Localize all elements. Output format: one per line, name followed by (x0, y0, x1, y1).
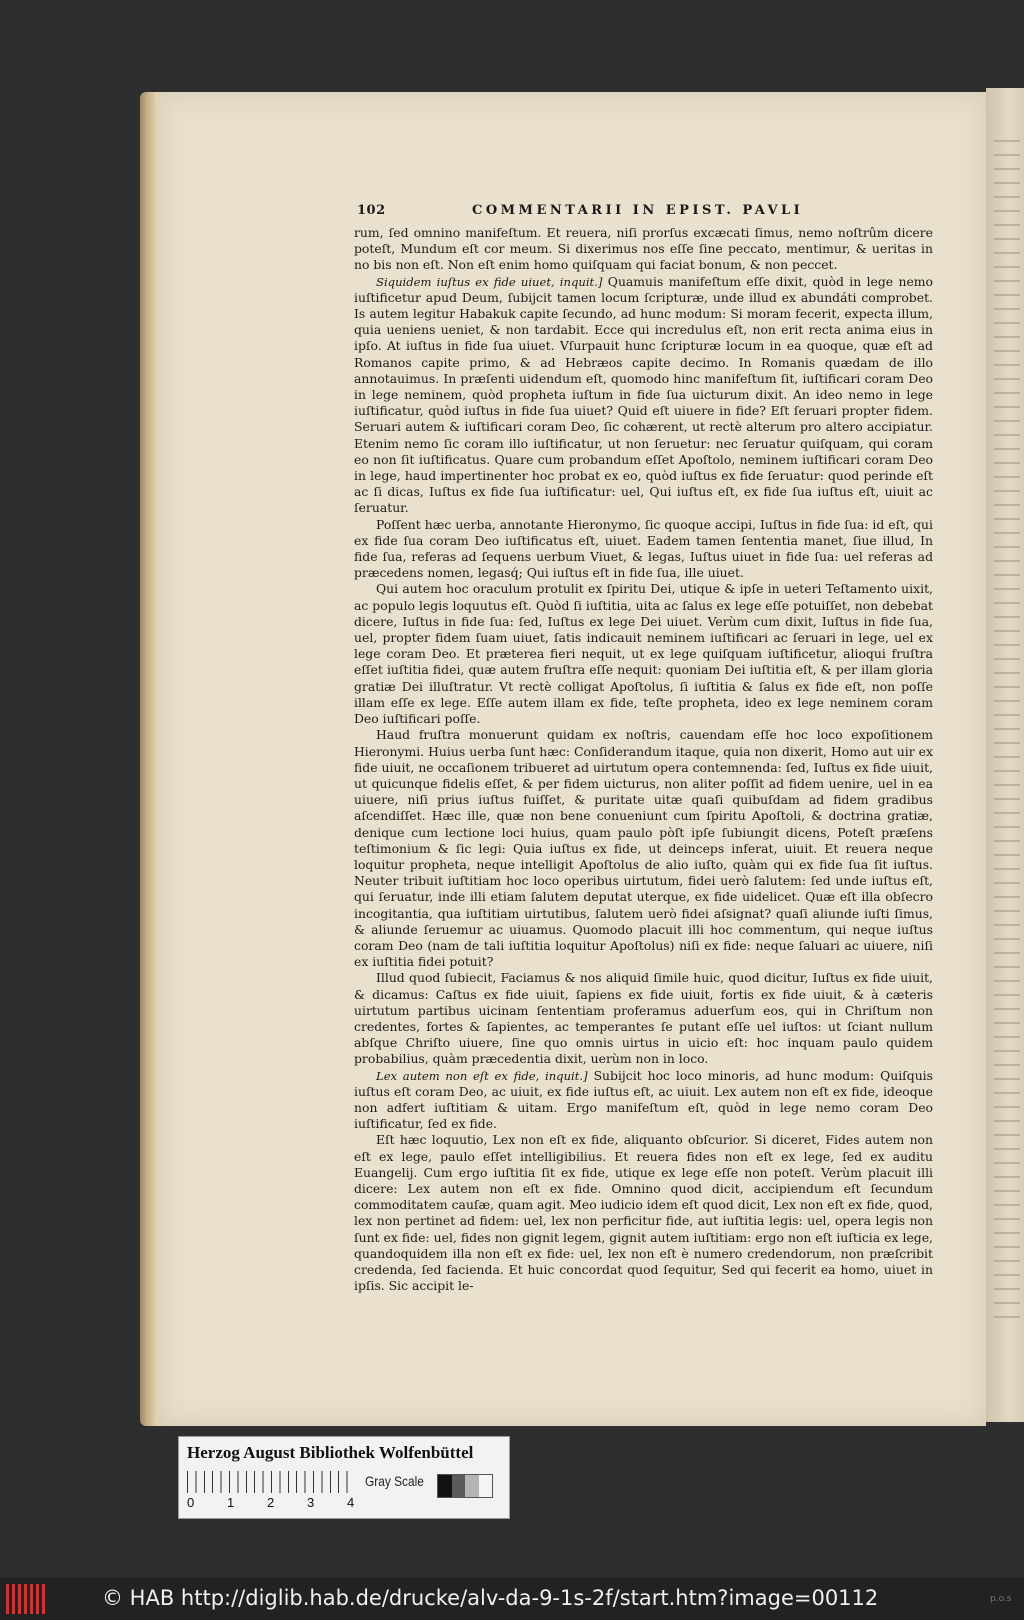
page-header (357, 203, 937, 223)
paragraph-text: Subijcit hoc loco minoris, ad hunc modum: Quiſquis iuſtus eſt coram Deo, ac uiuit, ex fide iuſtus eſt, ac uiuit. Lex autem non eſt ex fide, ideoque non adfert iuſtitiam & uitam. Ergo manifeſtum eſt, quòd in lege nemo coram Deo iuſtificatur, ſed ex fide. (354, 1067, 933, 1132)
ruler-number: 0 (187, 1495, 195, 1510)
facing-page-lines (994, 128, 1020, 1328)
paragraph (354, 274, 933, 517)
gray-scale-swatch (437, 1474, 493, 1498)
paragraph (354, 581, 933, 727)
ruler-numbers (187, 1495, 377, 1511)
footer-url[interactable]: © HAB http://diglib.hab.de/drucke/alv-da-9-1s-2f/start.htm?image=00112 (102, 1586, 879, 1610)
lemma: Lex autem non eſt ex fide, inquit.] (376, 1068, 588, 1083)
library-name: Herzog August Bibliothek Wolfenbüttel (187, 1443, 474, 1462)
color-scale-card (178, 1436, 510, 1519)
gray-swatch-cell (452, 1475, 466, 1497)
folio-number: 102 (357, 203, 386, 218)
ruler-number: 1 (227, 1495, 235, 1510)
paragraph-text: Poſſent hæc uerba, annotante Hieronymo, ſic quoque accipi, Iuſtus in fide ſua: id eſt, qui ex fide ſua coram Deo iuſtificatus eſt, uiuet. Eadem tamen ſententia manet, ſiue illud, In fide ſua, referas ad ſequens uerbum Viuet, & legas, Iuſtus uiuet in fide ſua: uel referas ad præcedens nomen, legasq́; Qui iuſtus eſt in fide ſua, ille uiuet. (354, 516, 933, 581)
page-body (354, 225, 933, 1294)
paragraph-text: Qui autem hoc oraculum protulit ex ſpiritu Dei, utique & ipſe in ueteri Teſtamento uixit, ac populo legis loquutus eſt. Quòd ſi iuſtitia, uita ac ſalus ex lege eſſe potuiſſet, non debebat dicere, Iuſtus in fide ſua: ſed, Iuſtus ex lege Dei uiuet. Verùm cum dixit, Iuſtus in fide ſua, uel, propter fidem ſuam uiuet, ſatis indicauit neminem iuſtificari ac ſeruari in lege, uel ex lege coram Deo. Et præterea fieri nequit, ut ex lege quiſquam iuſtificetur, alioqui fruſtra eſſet iuſtitia fidei, quæ autem fruſtra eſſe nequit: quoniam Dei iuſtitia eſt, & per illam gloria gratiæ Dei illuſtratur. Vt rectè colligat Apoſtolus, ſi iuſtitia & ſalus ex fide eſt, non poſſe illam eſſe ex lege. Eſſe autem illam ex fide, teſte propheta, ideo ex lege neminem coram Deo iuſtificari poſſe. (354, 581, 933, 727)
paragraph (354, 1132, 933, 1294)
footer-bar (0, 1578, 1024, 1620)
paragraph (354, 225, 933, 274)
gray-swatch-cell (465, 1475, 479, 1497)
lemma: Siquidem iuſtus ex fide uiuet, inquit.] (376, 274, 603, 289)
paragraph-text: Illud quod ſubiecit, Faciamus & nos aliquid ſimile huic, quod dicitur, Iuſtus ex fide uiuit, & dicamus: Caſtus ex fide uiuit, ſapiens ex fide uiuit, fortis ex fide uiuit, & à cæteris uirtutum partibus uicinam ſententiam proferamus aduerſum eos, qui in Chriſtum non credentes, fortes & ſapientes, ac temperantes ſe putant eſſe uel iuſtos: ut ſciant nullum abſque Chriſto uiuere, ſine quo omnis uirtus in uicio eſt: hoc inquam paulo quidem probabilius, quàm præcedentia dixit, uerùm non in loco. (354, 970, 933, 1067)
gray-scale-label: Gray Scale (365, 1473, 424, 1489)
paragraph (354, 517, 933, 582)
facing-page-edge (986, 88, 1024, 1422)
paragraph-text: Eſt hæc loquutio, Lex non eſt ex fide, aliquanto obſcurior. Si diceret, Fides autem non eſt ex lege, paulo eſſet intelligibilius. Et reuera fides non eſt ex lege, ſed ex auditu Euangelij. Cum ergo iuſtitia ſit ex fide, utique ex lege eſſe non poteſt. Verùm placuit illi dicere: Lex autem non eſt ex fide. Omnino quod dicit, accipiendum eſt ſecundum commoditatem cauſæ, quam agit. Meo iudicio idem eſt quod dicit, Lex non eſt ex fide, quod, lex non pertinet ad fidem: uel, lex non perficitur fide, aut iuſtitia legis: uel, opera legis non ſunt ex fide: uel, fides non gignit legem, gignit autem iuſtitiam: ergo non eſt iuſticia ex lege, quandoquidem illa non eſt ex fide: uel, lex non eſt è numero credendorum, non præſcribit credenda, ſed facienda. Et huic concordat quod ſequitur, Sed qui fecerit ea homo, uiuet in ipſis. Sic accipit le- (354, 1132, 933, 1294)
ruler-ticks (187, 1471, 355, 1493)
paragraph (354, 970, 933, 1067)
paragraph (354, 1068, 933, 1133)
paragraph-text: Haud fruſtra monuerunt quidam ex noſtris, cauendam eſſe hoc loco expoſitionem Hieronymi. Huius uerba ſunt hæc: Conſiderandum itaque, quia non dixerit, Homo aut uir ex fide uiuit, ne occaſionem tribueret ad uirtutum opera contemnenda: ſed, Iuſtus ex fide uiuit, ut quicunque fidelis eſſet, & per fidem uicturus, non aliter poſſit ad fidem uenire, uel in ea uiuere, niſi prius iuſtus fuiſſet, & puritate uitæ quaſi quibuſdam ad fidem gradibus aſcendiſſet. Hæc ille, quæ non bene conueniunt cum ſpiritu Apoſtoli, & doctrina gratiæ, denique cum lectione loci huius, quam paulo pòſt ipſe ſubiungit dicens, Poteſt præſens teſtimonium & ſic legi: Quia iuſtus ex fide, ut deinceps inferat, uiuit. Et reuera neque loquitur propheta, neque intelligit Apoſtolus de alio iuſto, quàm qui ex fide ſua ſit iuſtus. Neuter tribuit iuſtitiam hoc loco operibus uirtutum, fidei uerò ſalutem: ſed unde iuſtus eſt, qui ſeruatur, inde illi etiam ſalutem deputat uterque, ex fide uidelicet. Quæ eſt illa obſecro incogitantia, qua iuſtitiam uirtutibus, ſalutem uerò fidei aſsignat? quaſi aliunde iuſti ſimus, & aliunde ſeruemur ac uiuamus. Quomodo placuit illi hoc commentum, qui neque iuſtus coram Deo (nam de tali iuſtitia loquitur Apoſtolus) niſi ex fide: neque ſaluari ac uiuere, niſi ex iuſtitia fidei potuit? (354, 727, 933, 970)
hab-logo-icon (6, 1584, 46, 1614)
gray-swatch-cell (438, 1475, 452, 1497)
paragraph (354, 727, 933, 970)
footer-mark: p.o.s (990, 1594, 1012, 1604)
ruler-number: 4 (347, 1495, 355, 1510)
ruler-number: 2 (267, 1495, 275, 1510)
paragraph-text: rum, ſed omnino manifeſtum. Et reuera, niſi prorſus excæcati ſimus, nemo noſtrûm dicere poteſt, Mundum eſt cor meum. Si dixerimus nos eſſe ſine peccato, mentimur, & ueritas in no bis non eſt. Non eſt enim homo quiſquam qui faciat bonum, & non peccet. (354, 225, 933, 273)
paragraph-text: Quamuis manifeſtum eſſe dixit, quòd in lege nemo iuſtificetur apud Deum, ſubijcit tamen locum ſcripturæ, unde illud ex abundáti comprobet. Is autem legitur Habakuk capite ſecundo, ad hunc modum: Si moram fecerit, expecta illum, quia ueniens ueniet, & non tardabit. Ecce qui incredulus eſt, non erit recta anima eius in ipſo. At iuſtus in fide ſua uiuet. Vſurpauit hunc ſcripturæ locum in ea quoque, quæ eſt ad Romanos capite primo, & ad Hebræos capite decimo. In Romanis quædam de illo annotauimus. In præſenti uidendum eſt, quomodo hinc manifeſtum ſit, iuſtificari coram Deo in lege neminem, quòd propheta iuſtum in fide ſua uicturum dixit. An ideo nemo in lege iuſtificatur, quòd iuſtus in fide ſua uiuet? Quid eſt uiuere in fide? Eſt ſeruari propter fidem. Seruari autem & iuſtificari coram Deo, ſic cohærent, ut rectè alterum pro altero accipiatur. Etenim nemo ſic coram illo iuſtificatur, ut non ſeruetur: nec ſeruatur quiſquam, qui coram eo non ſit iuſtificatus. Quare cum probandum eſſet Apoſtolo, neminem iuſtificari coram Deo in lege, haud impertinenter hoc probat ex eo, quòd iuſtus ex fide ſeruatur: quod perinde eſt ac ſi dicas, Iuſtus ex fide ſua iuſtificatur: uel, Qui iuſtus eſt, ex fide ſua iuſtus eſt, uiuit ac ſeruatur. (354, 273, 933, 516)
running-head: COMMENTARII IN EPIST. PAVLI (472, 203, 804, 218)
ruler-number: 3 (307, 1495, 315, 1510)
gray-swatch-cell (479, 1475, 493, 1497)
